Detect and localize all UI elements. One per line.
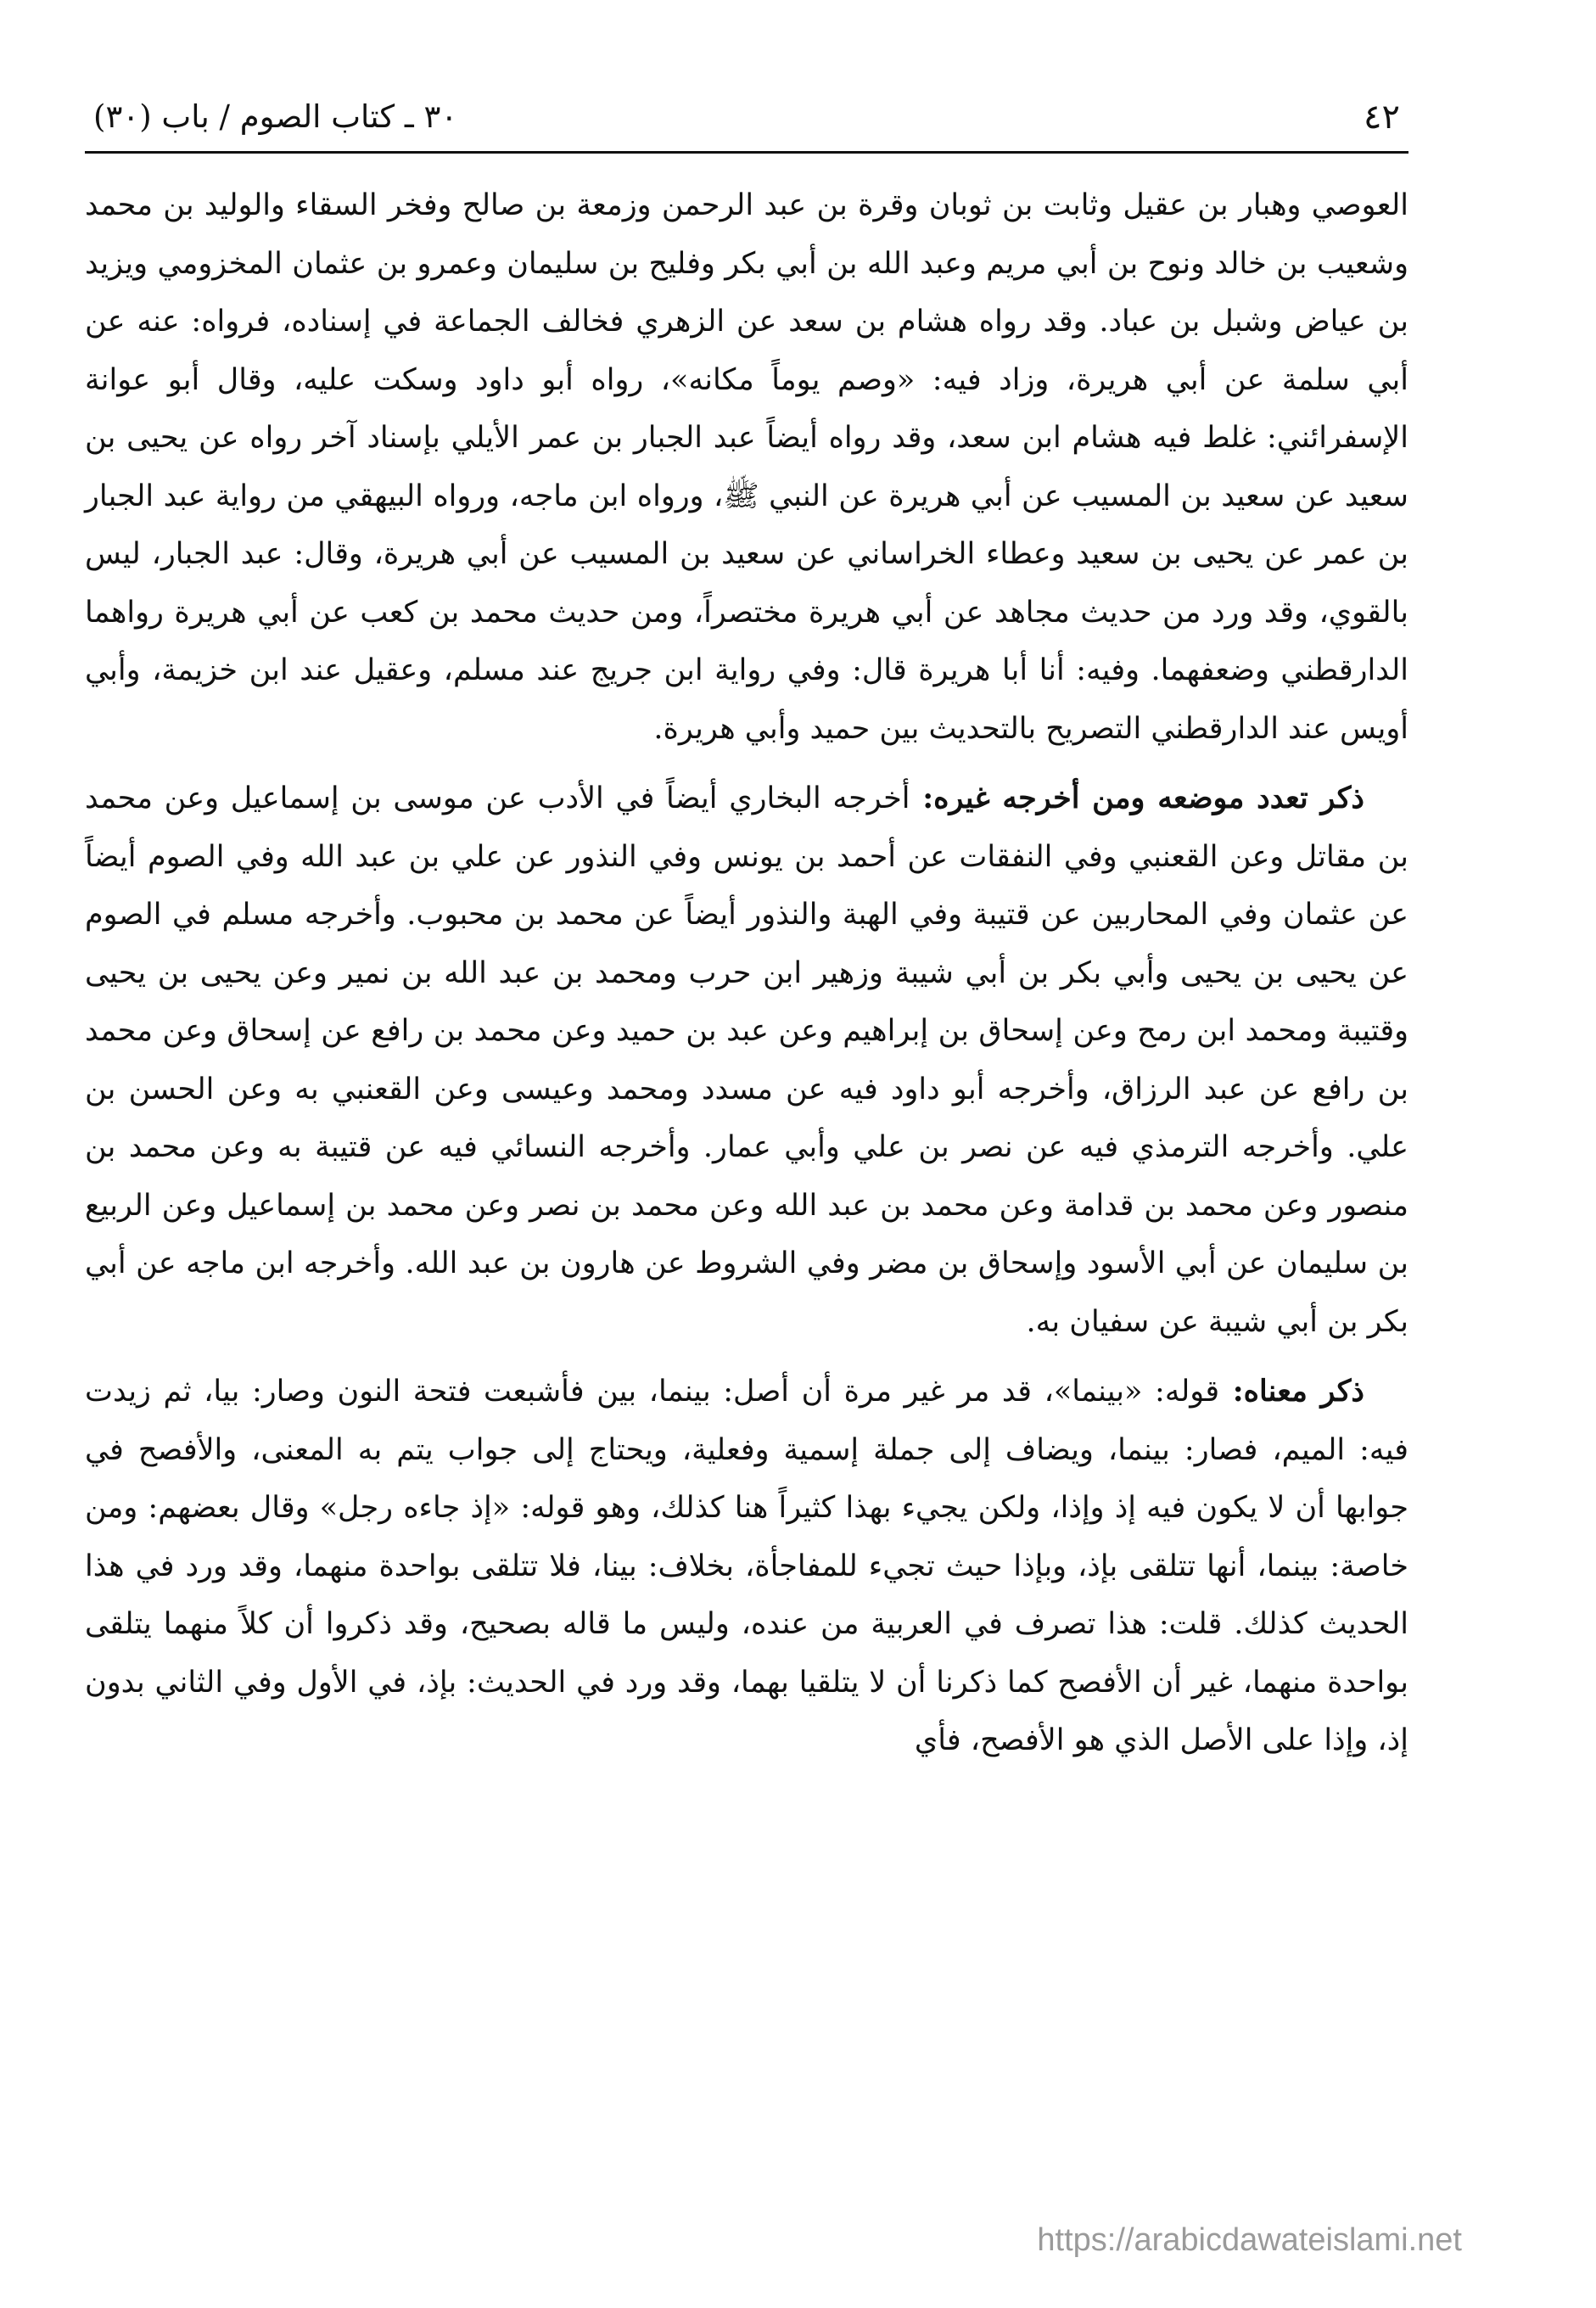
paragraph-sources [85,770,1408,1351]
paragraph-meaning [85,1363,1408,1770]
paragraph-text: قوله: «بينما»، قد مر غير مرة أن أصل: بينما، بين فأشبعت فتحة النون وصار: بيا، ثم زيدت فيه: الميم، فصار: بينما، ويضاف إلى جملة إسمية وفعلية، ويحتاج إلى جواب يتم به المعنى، والأفصح في جوابها أن لا يكون فيه إذ وإذا، ولكن يجيء بهذا كثيراً هنا كذلك، وهو قوله: «إذ جاءه رجل» وقال بعضهم: ومن خاصة: بينما، أنها تتلقى بإذ، وبإذا حيث تجيء للمفاجأة، بخلاف: بينا، فلا تتلقى بواحدة منهما، وقد ورد في هذا الحديث كذلك. قلت: هذا تصرف في العربية من عنده، وليس ما قاله بصحيح، وقد ذكروا أن كلاً منهما يتلقى بواحدة منهما، غير أن الأفصح كما ذكرنا أن لا يتلقيا بهما، وقد ورد في الحديث: بإذ، في الأول وفي الثاني بدون إذ، وإذا على الأصل الذي هو الأفصح، فأي [85,1375,1408,1757]
running-header [85,92,1408,154]
paragraph-narrators [85,176,1408,758]
body-text [85,176,1408,1770]
paragraph-text: العوصي وهبار بن عقيل وثابت بن ثوبان وقرة بن عبد الرحمن وزمعة بن صالح وفخر السقاء والوليد بن محمد وشعيب بن خالد ونوح بن أبي مريم وعبد الله بن أبي بكر وفليح بن سليمان وعمرو بن عثمان المخزومي ويزيد بن عياض وشبل بن عباد. وقد رواه هشام بن سعد عن الزهري فخالف الجماعة في إسناده، فرواه: عنه عن أبي سلمة عن أبي هريرة، وزاد فيه: «وصم يوماً مكانه»، رواه أبو داود وسكت عليه، وقال أبو عوانة الإسفرائني: غلط فيه هشام ابن سعد، وقد رواه أيضاً عبد الجبار بن عمر الأيلي بإسناد آخر رواه عن يحيى بن سعيد عن سعيد بن المسيب عن أبي هريرة عن النبي ﷺ، ورواه ابن ماجه، ورواه البيهقي من رواية عبد الجبار بن عمر عن يحيى بن سعيد وعطاء الخراساني عن سعيد بن المسيب عن أبي هريرة، وقال: عبد الجبار، ليس بالقوي، وقد ورد من حديث مجاهد عن أبي هريرة مختصراً، ومن حديث محمد بن كعب عن أبي هريرة رواهما الدارقطني وضعفهما. وفيه: أنا أبا هريرة قال: وفي رواية ابن جريج عند مسلم، وعقيل عند ابن خزيمة، وأبي أويس عند الدارقطني التصريح بالتحديث بين حميد وأبي هريرة. [85,188,1408,746]
watermark-url: https://arabicdawateislami.net [1037,2222,1462,2258]
paragraph-text: أخرجه البخاري أيضاً في الأدب عن موسى بن إسماعيل وعن محمد بن مقاتل وعن القعنبي وفي النفقات عن أحمد بن يونس وفي النذور عن علي بن عبد الله وفي الصوم أيضاً عن عثمان وفي المحاربين عن قتيبة وفي الهبة والنذور أيضاً عن محمد بن محبوب. وأخرجه مسلم في الصوم عن يحيى بن يحيى وأبي بكر بن أبي شيبة وزهير ابن حرب ومحمد بن عبد الله بن نمير وعن يحيى بن يحيى وقتيبة ومحمد ابن رمح وعن إسحاق بن إبراهيم وعن عبد بن حميد وعن محمد بن رافع عن إسحاق وعن محمد بن رافع عن عبد الرزاق، وأخرجه أبو داود فيه عن مسدد ومحمد وعيسى وعن القعنبي به وعن الحسن بن علي. وأخرجه الترمذي فيه عن نصر بن علي وأبي عمار. وأخرجه النسائي فيه عن قتيبة به وعن محمد بن منصور وعن محمد بن قدامة وعن محمد بن عبد الله وعن محمد بن نصر وعن محمد بن إسماعيل وعن الربيع بن سليمان عن أبي الأسود وإسحاق بن مضر وفي الشروط عن هارون بن عبد الله. وأخرجه ابن ماجه عن أبي بكر بن أبي شيبة عن سفيان به. [85,781,1408,1339]
chapter-title: ٣٠ ـ كتاب الصوم / باب (٣٠) [93,98,458,135]
page-number: ٤٢ [1364,98,1400,137]
document-page [85,76,1408,2274]
paragraph-lead: ذكر معناه: [1219,1374,1365,1409]
paragraph-lead: ذكر تعدد موضعه ومن أخرجه غيره: [910,781,1365,815]
